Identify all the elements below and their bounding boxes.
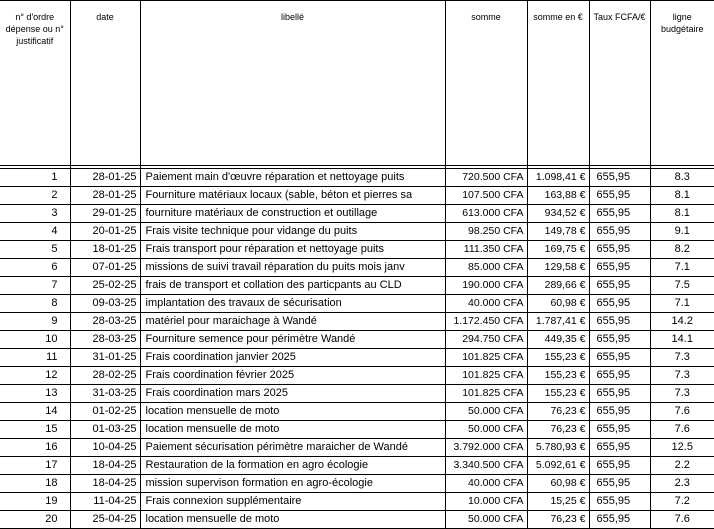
header-somme: somme	[445, 1, 527, 166]
table-row	[0, 205, 714, 223]
cell-libelle: Frais visite technique pour vidange du puits	[140, 223, 445, 241]
cell-ordre: 19	[0, 493, 70, 511]
cell-ordre: 6	[0, 259, 70, 277]
cell-somme-eur: 155,23 €	[527, 367, 589, 385]
cell-taux: 655,95	[589, 493, 650, 511]
cell-somme: 40.000 CFA	[445, 295, 527, 313]
cell-date: 31-03-25	[70, 385, 140, 403]
cell-date: 09-03-25	[70, 295, 140, 313]
cell-ligne: 12.5	[650, 439, 714, 457]
cell-somme: 40.000 CFA	[445, 475, 527, 493]
table-row	[0, 439, 714, 457]
cell-libelle: location mensuelle de moto	[140, 511, 445, 529]
cell-ordre: 8	[0, 295, 70, 313]
table-row	[0, 313, 714, 331]
table-row	[0, 295, 714, 313]
cell-ligne: 8.3	[650, 169, 714, 187]
header-date: date	[70, 1, 140, 166]
cell-date: 18-04-25	[70, 475, 140, 493]
cell-somme-eur: 289,66 €	[527, 277, 589, 295]
cell-somme: 111.350 CFA	[445, 241, 527, 259]
table-row	[0, 241, 714, 259]
cell-ligne: 7.2	[650, 493, 714, 511]
cell-libelle: Frais coordination mars 2025	[140, 385, 445, 403]
cell-ordre: 18	[0, 475, 70, 493]
cell-libelle: fourniture matériaux de construction et outillage	[140, 205, 445, 223]
cell-libelle: matériel pour maraichage à Wandé	[140, 313, 445, 331]
cell-date: 07-01-25	[70, 259, 140, 277]
cell-somme-eur: 76,23 €	[527, 403, 589, 421]
table-row	[0, 259, 714, 277]
cell-ligne: 7.1	[650, 259, 714, 277]
cell-ligne: 7.6	[650, 421, 714, 439]
cell-taux: 655,95	[589, 295, 650, 313]
table-row	[0, 277, 714, 295]
cell-ligne: 7.6	[650, 511, 714, 529]
cell-libelle: frais de transport et collation des particpants au CLD	[140, 277, 445, 295]
header-taux: Taux FCFA/€	[589, 1, 650, 166]
cell-somme: 1.172.450 CFA	[445, 313, 527, 331]
cell-date: 01-02-25	[70, 403, 140, 421]
cell-somme: 294.750 CFA	[445, 331, 527, 349]
header-libelle: libellé	[140, 1, 445, 166]
cell-date: 10-04-25	[70, 439, 140, 457]
cell-libelle: Restauration de la formation en agro écologie	[140, 457, 445, 475]
table-row	[0, 493, 714, 511]
cell-ligne: 8.1	[650, 205, 714, 223]
cell-date: 01-03-25	[70, 421, 140, 439]
cell-somme: 3.340.500 CFA	[445, 457, 527, 475]
cell-libelle: Frais coordination février 2025	[140, 367, 445, 385]
cell-ordre: 16	[0, 439, 70, 457]
cell-libelle: Paiement sécurisation périmètre maraicher de Wandé	[140, 439, 445, 457]
cell-somme: 101.825 CFA	[445, 385, 527, 403]
cell-somme: 101.825 CFA	[445, 367, 527, 385]
cell-somme-eur: 149,78 €	[527, 223, 589, 241]
cell-date: 29-01-25	[70, 205, 140, 223]
cell-ordre: 14	[0, 403, 70, 421]
table-row	[0, 511, 714, 529]
cell-libelle: implantation des travaux de sécurisation	[140, 295, 445, 313]
cell-somme-eur: 60,98 €	[527, 475, 589, 493]
cell-somme: 50.000 CFA	[445, 511, 527, 529]
table-row	[0, 169, 714, 187]
cell-date: 18-04-25	[70, 457, 140, 475]
cell-ordre: 12	[0, 367, 70, 385]
cell-somme-eur: 163,88 €	[527, 187, 589, 205]
table-row	[0, 457, 714, 475]
cell-ligne: 8.2	[650, 241, 714, 259]
cell-somme: 85.000 CFA	[445, 259, 527, 277]
cell-somme-eur: 1.787,41 €	[527, 313, 589, 331]
cell-taux: 655,95	[589, 367, 650, 385]
cell-libelle: mission supervison formation en agro-écologie	[140, 475, 445, 493]
cell-date: 25-04-25	[70, 511, 140, 529]
cell-ligne: 9.1	[650, 223, 714, 241]
cell-taux: 655,95	[589, 223, 650, 241]
cell-ligne: 7.1	[650, 295, 714, 313]
cell-date: 31-01-25	[70, 349, 140, 367]
cell-ordre: 3	[0, 205, 70, 223]
table-row	[0, 421, 714, 439]
table-row	[0, 385, 714, 403]
cell-date: 28-01-25	[70, 187, 140, 205]
cell-taux: 655,95	[589, 349, 650, 367]
cell-libelle: Frais coordination janvier 2025	[140, 349, 445, 367]
cell-taux: 655,95	[589, 259, 650, 277]
cell-somme: 50.000 CFA	[445, 403, 527, 421]
cell-taux: 655,95	[589, 385, 650, 403]
cell-libelle: location mensuelle de moto	[140, 403, 445, 421]
cell-ordre: 9	[0, 313, 70, 331]
cell-taux: 655,95	[589, 457, 650, 475]
cell-somme-eur: 5.780,93 €	[527, 439, 589, 457]
table-row	[0, 223, 714, 241]
cell-somme-eur: 60,98 €	[527, 295, 589, 313]
cell-somme-eur: 129,58 €	[527, 259, 589, 277]
cell-libelle: Fourniture matériaux locaux (sable, béton et pierres sa	[140, 187, 445, 205]
cell-somme-eur: 5.092,61 €	[527, 457, 589, 475]
cell-ligne: 7.6	[650, 403, 714, 421]
cell-ordre: 15	[0, 421, 70, 439]
cell-somme-eur: 934,52 €	[527, 205, 589, 223]
cell-taux: 655,95	[589, 331, 650, 349]
cell-date: 20-01-25	[70, 223, 140, 241]
cell-date: 28-01-25	[70, 169, 140, 187]
cell-somme: 107.500 CFA	[445, 187, 527, 205]
cell-date: 28-03-25	[70, 331, 140, 349]
cell-ordre: 10	[0, 331, 70, 349]
cell-taux: 655,95	[589, 439, 650, 457]
cell-somme: 10.000 CFA	[445, 493, 527, 511]
cell-somme: 3.792.000 CFA	[445, 439, 527, 457]
header-ligne: ligne budgétaire	[650, 1, 714, 166]
cell-taux: 655,95	[589, 205, 650, 223]
cell-ligne: 2.3	[650, 475, 714, 493]
cell-taux: 655,95	[589, 511, 650, 529]
table-row	[0, 349, 714, 367]
cell-somme: 50.000 CFA	[445, 421, 527, 439]
cell-somme: 101.825 CFA	[445, 349, 527, 367]
cell-somme: 98.250 CFA	[445, 223, 527, 241]
cell-somme-eur: 15,25 €	[527, 493, 589, 511]
cell-libelle: location mensuelle de moto	[140, 421, 445, 439]
cell-date: 28-03-25	[70, 313, 140, 331]
cell-ligne: 7.3	[650, 367, 714, 385]
cell-libelle: Paiement main d'œuvre réparation et nettoyage puits	[140, 169, 445, 187]
cell-libelle: Frais connexion supplémentaire	[140, 493, 445, 511]
cell-somme-eur: 76,23 €	[527, 511, 589, 529]
cell-date: 18-01-25	[70, 241, 140, 259]
cell-ligne: 7.3	[650, 385, 714, 403]
cell-taux: 655,95	[589, 313, 650, 331]
cell-somme-eur: 76,23 €	[527, 421, 589, 439]
header-ordre: n° d'ordre dépense ou n° justificatif	[0, 1, 70, 166]
cell-taux: 655,95	[589, 421, 650, 439]
cell-somme: 720.500 CFA	[445, 169, 527, 187]
cell-libelle: Frais transport pour réparation et nettoyage puits	[140, 241, 445, 259]
cell-ordre: 1	[0, 169, 70, 187]
table-row	[0, 187, 714, 205]
table-row	[0, 403, 714, 421]
header-somme-eur: somme en €	[527, 1, 589, 166]
cell-ligne: 8.1	[650, 187, 714, 205]
cell-somme-eur: 155,23 €	[527, 385, 589, 403]
cell-somme-eur: 449,35 €	[527, 331, 589, 349]
cell-somme: 190.000 CFA	[445, 277, 527, 295]
table-row	[0, 331, 714, 349]
cell-ligne: 7.3	[650, 349, 714, 367]
cell-libelle: Fourniture semence pour périmètre Wandé	[140, 331, 445, 349]
cell-ordre: 4	[0, 223, 70, 241]
cell-taux: 655,95	[589, 241, 650, 259]
table-row	[0, 367, 714, 385]
cell-somme-eur: 1.098,41 €	[527, 169, 589, 187]
cell-ordre: 7	[0, 277, 70, 295]
cell-ordre: 13	[0, 385, 70, 403]
cell-date: 28-02-25	[70, 367, 140, 385]
cell-ordre: 17	[0, 457, 70, 475]
cell-ordre: 11	[0, 349, 70, 367]
cell-taux: 655,95	[589, 277, 650, 295]
cell-taux: 655,95	[589, 187, 650, 205]
cell-somme-eur: 155,23 €	[527, 349, 589, 367]
cell-somme: 613.000 CFA	[445, 205, 527, 223]
cell-ligne: 14.1	[650, 331, 714, 349]
expense-rows	[0, 166, 714, 529]
cell-taux: 655,95	[589, 403, 650, 421]
cell-libelle: missions de suivi travail réparation du puits mois janv	[140, 259, 445, 277]
table-row	[0, 475, 714, 493]
cell-date: 11-04-25	[70, 493, 140, 511]
cell-ligne: 2.2	[650, 457, 714, 475]
cell-ligne: 7.5	[650, 277, 714, 295]
header-row	[0, 1, 714, 166]
cell-ordre: 2	[0, 187, 70, 205]
cell-ordre: 5	[0, 241, 70, 259]
cell-date: 25-02-25	[70, 277, 140, 295]
cell-taux: 655,95	[589, 475, 650, 493]
cell-ordre: 20	[0, 511, 70, 529]
cell-ligne: 14.2	[650, 313, 714, 331]
cell-taux: 655,95	[589, 169, 650, 187]
cell-somme-eur: 169,75 €	[527, 241, 589, 259]
